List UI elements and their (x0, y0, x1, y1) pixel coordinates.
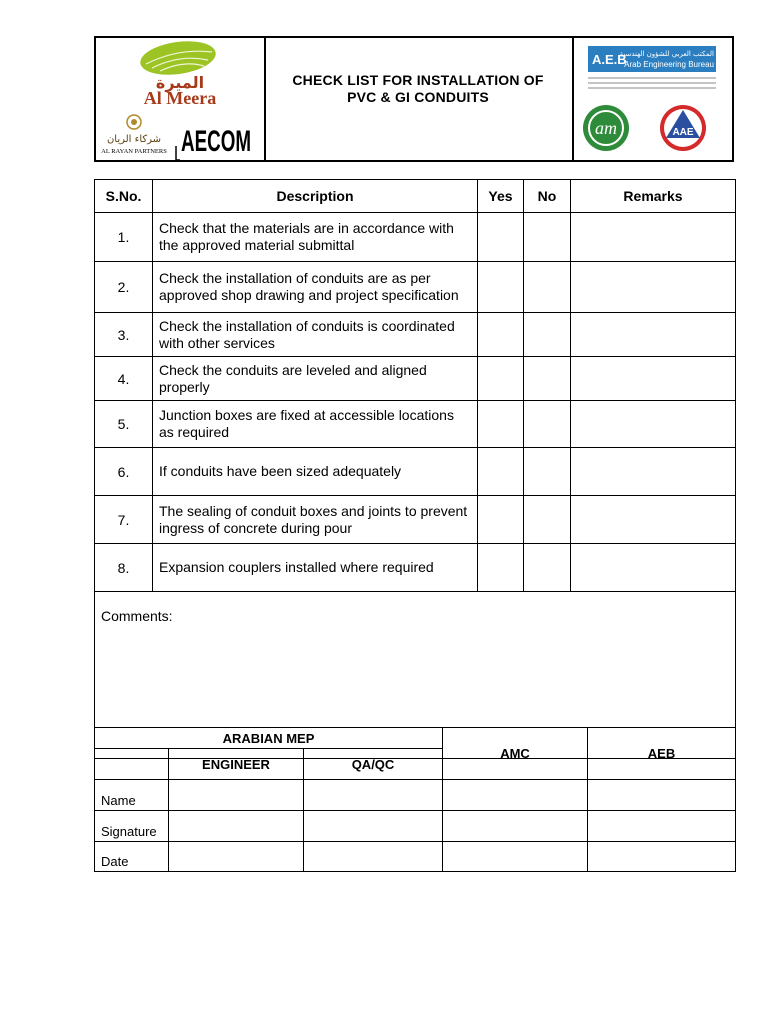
arabian-mep-header: ARABIAN MEP (95, 728, 443, 749)
yes-cell[interactable] (478, 401, 524, 448)
no-cell[interactable] (524, 357, 571, 401)
remarks-cell[interactable] (571, 213, 736, 262)
engineer-header: ENGINEER (169, 749, 304, 780)
alrayan-emblem-dot (131, 119, 137, 125)
engineer-date-cell[interactable] (169, 842, 304, 872)
engineer-signature-cell[interactable] (169, 811, 304, 842)
signature-label: Signature (95, 811, 169, 842)
aeb-mark: A.E.B (592, 52, 627, 67)
alrayan-wordmark: AL RAYAN PARTNERS (101, 148, 167, 155)
aeb-name-cell[interactable] (588, 780, 736, 811)
no-cell[interactable] (524, 313, 571, 357)
amc-name-cell[interactable] (443, 780, 588, 811)
no-cell[interactable] (524, 262, 571, 313)
aeb-arabic-name: المكتب العربي للشؤون الهندسية (619, 50, 714, 58)
document-title: CHECK LIST FOR INSTALLATION OF PVC & GI CONDUITS (292, 72, 544, 105)
date-label: Date (95, 842, 169, 872)
consultant-logos-graphic (572, 38, 732, 160)
row-number: 7. (95, 496, 153, 544)
no-cell[interactable] (524, 448, 571, 496)
header-remarks: Remarks (571, 180, 736, 213)
yes-cell[interactable] (478, 544, 524, 592)
remarks-cell[interactable] (571, 496, 736, 544)
row-description: Check the installation of conduits are as per approved shop drawing and project specification (153, 262, 478, 313)
title-cell (264, 38, 574, 160)
yes-cell[interactable] (478, 213, 524, 262)
remarks-cell[interactable] (571, 357, 736, 401)
yes-cell[interactable] (478, 357, 524, 401)
table-row (95, 357, 736, 401)
row-description: If conduits have been sized adequately (153, 448, 478, 496)
row-description: Check the conduits are leveled and aligned properly (153, 357, 478, 401)
alrayan-arabic: شركاء الريان (106, 134, 162, 145)
row-description: Check that the materials are in accordance with the approved material submittal (153, 213, 478, 262)
no-cell[interactable] (524, 401, 571, 448)
amc-date-cell[interactable] (443, 842, 588, 872)
qaqc-signature-cell[interactable] (304, 811, 443, 842)
remarks-cell[interactable] (571, 401, 736, 448)
table-row (95, 496, 736, 544)
amc-signature-cell[interactable] (443, 811, 588, 842)
signoff-group-row (95, 728, 736, 749)
row-number: 3. (95, 313, 153, 357)
table-row (95, 448, 736, 496)
amc-header: AMC (443, 728, 588, 780)
row-number: 5. (95, 401, 153, 448)
amc-logo-mark: am (595, 118, 617, 138)
checklist-table (94, 179, 736, 759)
engineer-name-cell[interactable] (169, 780, 304, 811)
name-label: Name (95, 780, 169, 811)
signoff-row-signature (95, 811, 736, 842)
aae-logo-mark: AAE (672, 127, 694, 138)
qaqc-header: QA/QC (304, 749, 443, 780)
almeera-wordmark: Al Meera (143, 88, 217, 108)
client-logos (96, 38, 266, 160)
blank-corner-cell (95, 749, 169, 780)
remarks-cell[interactable] (571, 313, 736, 357)
qaqc-name-cell[interactable] (304, 780, 443, 811)
signoff-row-date (95, 842, 736, 872)
aecom-bracket (176, 146, 180, 160)
header-no: No (524, 180, 571, 213)
signoff-table (94, 727, 736, 872)
yes-cell[interactable] (478, 448, 524, 496)
remarks-cell[interactable] (571, 544, 736, 592)
aeb-fineprint (588, 78, 716, 88)
remarks-cell[interactable] (571, 448, 736, 496)
aeb-english-name: Arab Engineering Bureau (624, 60, 714, 69)
aeb-date-cell[interactable] (588, 842, 736, 872)
row-description: The sealing of conduit boxes and joints to prevent ingress of concrete during pour (153, 496, 478, 544)
table-row (95, 401, 736, 448)
row-description: Junction boxes are fixed at accessible locations as required (153, 401, 478, 448)
remarks-cell[interactable] (571, 262, 736, 313)
consultant-logos (572, 38, 732, 160)
row-number: 2. (95, 262, 153, 313)
aecom-wordmark: AECOM (181, 125, 251, 158)
aeb-header: AEB (588, 728, 736, 780)
yes-cell[interactable] (478, 313, 524, 357)
checklist-header-row (95, 180, 736, 213)
header-description: Description (153, 180, 478, 213)
client-logos-graphic (96, 38, 262, 160)
no-cell[interactable] (524, 213, 571, 262)
no-cell[interactable] (524, 496, 571, 544)
aeb-signature-cell[interactable] (588, 811, 736, 842)
header-yes: Yes (478, 180, 524, 213)
row-number: 6. (95, 448, 153, 496)
row-number: 4. (95, 357, 153, 401)
table-row (95, 544, 736, 592)
table-row (95, 213, 736, 262)
yes-cell[interactable] (478, 262, 524, 313)
row-description: Check the installation of conduits is coordinated with other services (153, 313, 478, 357)
document-header (94, 36, 734, 162)
comments-label: Comments: (101, 608, 173, 624)
row-number: 8. (95, 544, 153, 592)
no-cell[interactable] (524, 544, 571, 592)
signoff-row-name (95, 780, 736, 811)
row-number: 1. (95, 213, 153, 262)
row-description: Expansion couplers installed where required (153, 544, 478, 592)
yes-cell[interactable] (478, 496, 524, 544)
table-row (95, 313, 736, 357)
qaqc-date-cell[interactable] (304, 842, 443, 872)
table-row (95, 262, 736, 313)
header-sno: S.No. (95, 180, 153, 213)
almeera-arabic: الميرة (155, 73, 205, 92)
